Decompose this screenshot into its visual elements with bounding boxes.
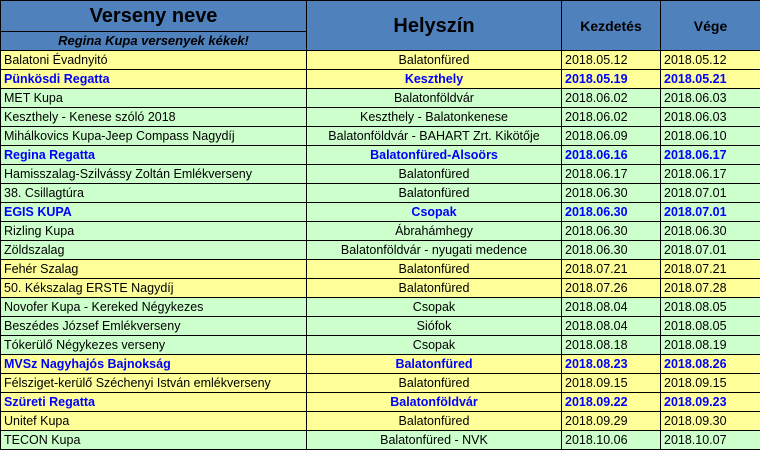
start-date-cell[interactable]: 2018.06.30	[562, 222, 661, 241]
location-cell[interactable]: Csopak	[307, 298, 562, 317]
location-cell[interactable]: Balatonfüred	[307, 279, 562, 298]
location-cell[interactable]: Balatonfüred	[307, 165, 562, 184]
table-row	[1, 336, 760, 355]
race-name-cell[interactable]: Fehér Szalag	[1, 260, 307, 279]
race-name-cell[interactable]: Zöldszalag	[1, 241, 307, 260]
race-name-cell[interactable]: TECON Kupa	[1, 431, 307, 450]
start-date-cell[interactable]: 2018.10.06	[562, 431, 661, 450]
location-cell[interactable]: Balatonfüred	[307, 260, 562, 279]
end-date-cell[interactable]: 2018.08.05	[661, 317, 760, 336]
table-row	[1, 241, 760, 260]
location-cell[interactable]: Balatonfüred	[307, 184, 562, 203]
end-date-cell[interactable]: 2018.05.21	[661, 70, 760, 89]
end-date-cell[interactable]: 2018.06.03	[661, 89, 760, 108]
table-row	[1, 70, 760, 89]
race-name-cell[interactable]: Beszédes József Emlékverseny	[1, 317, 307, 336]
end-date-cell[interactable]: 2018.06.17	[661, 165, 760, 184]
start-date-cell[interactable]: 2018.06.16	[562, 146, 661, 165]
end-date-cell[interactable]: 2018.07.28	[661, 279, 760, 298]
race-name-cell[interactable]: MVSz Nagyhajós Bajnokság	[1, 355, 307, 374]
start-date-cell[interactable]: 2018.06.30	[562, 184, 661, 203]
header-row	[1, 1, 760, 32]
race-name-cell[interactable]: Hamisszalag-Szilvássy Zoltán Emlékverseny	[1, 165, 307, 184]
table-row	[1, 165, 760, 184]
table-row	[1, 260, 760, 279]
start-date-cell[interactable]: 2018.05.19	[562, 70, 661, 89]
race-name-cell[interactable]: MET Kupa	[1, 89, 307, 108]
location-cell[interactable]: Keszthely	[307, 70, 562, 89]
end-date-cell[interactable]: 2018.08.19	[661, 336, 760, 355]
location-cell[interactable]: Balatonföldvár	[307, 89, 562, 108]
start-date-cell[interactable]: 2018.08.18	[562, 336, 661, 355]
end-date-cell[interactable]: 2018.09.23	[661, 393, 760, 412]
location-cell[interactable]: Balatonfüred	[307, 355, 562, 374]
header-end[interactable]: Vége	[661, 1, 760, 51]
race-name-cell[interactable]: 50. Kékszalag ERSTE Nagydíj	[1, 279, 307, 298]
race-name-cell[interactable]: Novofer Kupa - Kereked Négykezes	[1, 298, 307, 317]
start-date-cell[interactable]: 2018.06.02	[562, 89, 661, 108]
start-date-cell[interactable]: 2018.08.04	[562, 298, 661, 317]
start-date-cell[interactable]: 2018.05.12	[562, 51, 661, 70]
start-date-cell[interactable]: 2018.06.30	[562, 241, 661, 260]
location-cell[interactable]: Balatonfüred-Alsoörs	[307, 146, 562, 165]
location-cell[interactable]: Balatonföldvár - nyugati medence	[307, 241, 562, 260]
end-date-cell[interactable]: 2018.06.10	[661, 127, 760, 146]
table-row	[1, 393, 760, 412]
race-name-cell[interactable]: Pünkösdi Regatta	[1, 70, 307, 89]
table-row	[1, 374, 760, 393]
start-date-cell[interactable]: 2018.07.21	[562, 260, 661, 279]
start-date-cell[interactable]: 2018.08.23	[562, 355, 661, 374]
table-row	[1, 431, 760, 450]
location-cell[interactable]: Balatonföldvár	[307, 393, 562, 412]
race-name-cell[interactable]: Félsziget-kerülő Széchenyi István emlékverseny	[1, 374, 307, 393]
end-date-cell[interactable]: 2018.06.03	[661, 108, 760, 127]
location-cell[interactable]: Siófok	[307, 317, 562, 336]
end-date-cell[interactable]: 2018.09.30	[661, 412, 760, 431]
location-cell[interactable]: Csopak	[307, 203, 562, 222]
location-cell[interactable]: Balatonfüred	[307, 51, 562, 70]
start-date-cell[interactable]: 2018.06.17	[562, 165, 661, 184]
start-date-cell[interactable]: 2018.06.09	[562, 127, 661, 146]
end-date-cell[interactable]: 2018.06.30	[661, 222, 760, 241]
race-name-cell[interactable]: Keszthely - Kenese szóló 2018	[1, 108, 307, 127]
table-row	[1, 412, 760, 431]
header-race-name[interactable]: Verseny neve	[1, 1, 307, 32]
start-date-cell[interactable]: 2018.08.04	[562, 317, 661, 336]
table-row	[1, 298, 760, 317]
end-date-cell[interactable]: 2018.08.26	[661, 355, 760, 374]
end-date-cell[interactable]: 2018.07.21	[661, 260, 760, 279]
end-date-cell[interactable]: 2018.07.01	[661, 203, 760, 222]
table-row	[1, 108, 760, 127]
race-name-cell[interactable]: EGIS KUPA	[1, 203, 307, 222]
start-date-cell[interactable]: 2018.09.15	[562, 374, 661, 393]
table-row	[1, 317, 760, 336]
end-date-cell[interactable]: 2018.07.01	[661, 241, 760, 260]
start-date-cell[interactable]: 2018.07.26	[562, 279, 661, 298]
end-date-cell[interactable]: 2018.06.17	[661, 146, 760, 165]
end-date-cell[interactable]: 2018.05.12	[661, 51, 760, 70]
location-cell[interactable]: Keszthely - Balatonkenese	[307, 108, 562, 127]
location-cell[interactable]: Csopak	[307, 336, 562, 355]
table-row	[1, 51, 760, 70]
end-date-cell[interactable]: 2018.09.15	[661, 374, 760, 393]
race-name-cell[interactable]: Unitef Kupa	[1, 412, 307, 431]
table-row	[1, 89, 760, 108]
table-row	[1, 279, 760, 298]
table-row	[1, 222, 760, 241]
race-name-cell[interactable]: Rizling Kupa	[1, 222, 307, 241]
location-cell[interactable]: Balatonfüred	[307, 412, 562, 431]
race-name-cell[interactable]: Szüreti Regatta	[1, 393, 307, 412]
location-cell[interactable]: Balatonfüred - NVK	[307, 431, 562, 450]
race-name-cell[interactable]: Balatoni Évadnyitó	[1, 51, 307, 70]
location-cell[interactable]: Ábrahámhegy	[307, 222, 562, 241]
header-start[interactable]: Kezdetés	[562, 1, 661, 51]
header-subtitle[interactable]: Regina Kupa versenyek kékek!	[1, 32, 307, 51]
table-row	[1, 355, 760, 374]
race-name-cell[interactable]: Mihálkovics Kupa-Jeep Compass Nagydíj	[1, 127, 307, 146]
table-row	[1, 184, 760, 203]
start-date-cell[interactable]: 2018.09.29	[562, 412, 661, 431]
start-date-cell[interactable]: 2018.06.02	[562, 108, 661, 127]
table-row	[1, 146, 760, 165]
race-name-cell[interactable]: 38. Csillagtúra	[1, 184, 307, 203]
header-location[interactable]: Helyszín	[307, 1, 562, 51]
race-name-cell[interactable]: Regina Regatta	[1, 146, 307, 165]
location-cell[interactable]: Balatonfüred	[307, 374, 562, 393]
end-date-cell[interactable]: 2018.08.05	[661, 298, 760, 317]
table-row	[1, 203, 760, 222]
race-name-cell[interactable]: Tókerülő Négykezes verseny	[1, 336, 307, 355]
table-row	[1, 127, 760, 146]
start-date-cell[interactable]: 2018.06.30	[562, 203, 661, 222]
location-cell[interactable]: Balatonföldvár - BAHART Zrt. Kikötője	[307, 127, 562, 146]
end-date-cell[interactable]: 2018.10.07	[661, 431, 760, 450]
end-date-cell[interactable]: 2018.07.01	[661, 184, 760, 203]
start-date-cell[interactable]: 2018.09.22	[562, 393, 661, 412]
